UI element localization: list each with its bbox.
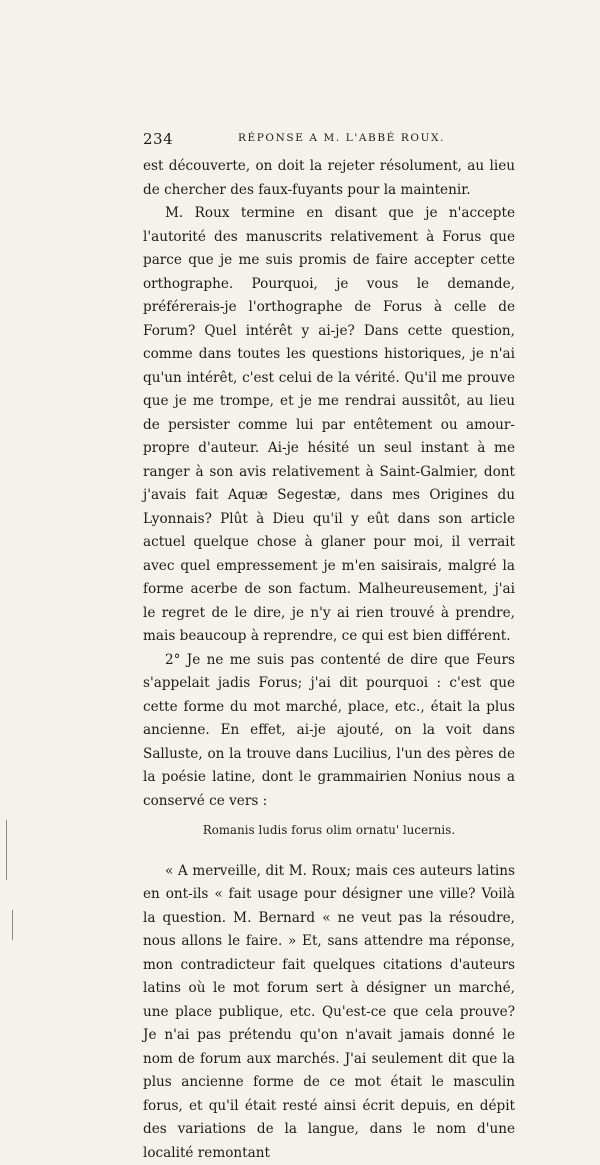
latin-quote: Romanis ludis forus olim ornatu' lucernis. (143, 819, 515, 843)
scan-edge-mark (12, 910, 13, 940)
page-number: 234 (143, 130, 173, 148)
paragraph-4: « A merveille, dit M. Roux; mais ces auteurs latins en ont-ils « fait usage pour désigner une ville? Voilà la question. M. Bernard « ne veut pas la résoudre, nous allons le faire. » Et, sans attendre ma réponse, mon contradicteur fait quelques citations d'auteurs latins où le mot forum sert à désigner un marché, une place publique, etc. Qu'est-ce que cela prouve? Je n'ai pas prétendu qu'on n'avait jamais donné le nom de forum aux marchés. J'ai seulement dit que la plus ancienne forme de ce mot était le masculin forus, et qu'il était resté ainsi écrit depuis, en dépit des variations de la langue, dans le nom d'une localité remontant (143, 860, 515, 1165)
body-text (143, 155, 515, 1165)
paragraph-2: M. Roux termine en disant que je n'accepte l'autorité des manuscrits relativement à Forus que parce que je me suis promis de faire accepter cette orthographe. Pourquoi, je vous le demande, préférerais-je l'orthographe de Forus à celle de Forum? Quel intérêt y ai-je? Dans cette question, comme dans toutes les questions historiques, je n'ai qu'un intérêt, c'est celui de la vérité. Qu'il me prouve que je me trompe, et je me rendrai aussitôt, au lieu de persister comme lui par entêtement ou amour-propre d'auteur. Ai-je hésité un seul instant à me ranger à son avis relativement à Saint-Galmier, dont j'avais fait Aquæ Segestæ, dans mes Origines du Lyonnais? Plût à Dieu qu'il y eût dans son article actuel quelque chose à glaner pour moi, il verrait avec quel empressement je m'en saisirais, malgré la forme acerbe de son factum. Malheureusement, j'ai le regret de le dire, je n'y ai rien trouvé à prendre, mais beaucoup à reprendre, ce qui est bien différent. (143, 202, 515, 649)
scan-edge-mark (6, 820, 7, 880)
paragraph-1: est découverte, on doit la rejeter résolument, au lieu de chercher des faux-fuyants pour la maintenir. (143, 155, 515, 202)
page-header (143, 130, 515, 150)
paragraph-3: 2° Je ne me suis pas contenté de dire que Feurs s'appelait jadis Forus; j'ai dit pourquoi : c'est que cette forme du mot marché, place, etc., était la plus ancienne. En effet, ai-je ajouté, on la voit dans Salluste, on la trouve dans Lucilius, l'un des pères de la poésie latine, dont le grammairien Nonius nous a conservé ce vers : (143, 649, 515, 814)
spacer (143, 850, 515, 860)
running-head: RÉPONSE A M. L'ABBÉ ROUX. (238, 132, 445, 144)
